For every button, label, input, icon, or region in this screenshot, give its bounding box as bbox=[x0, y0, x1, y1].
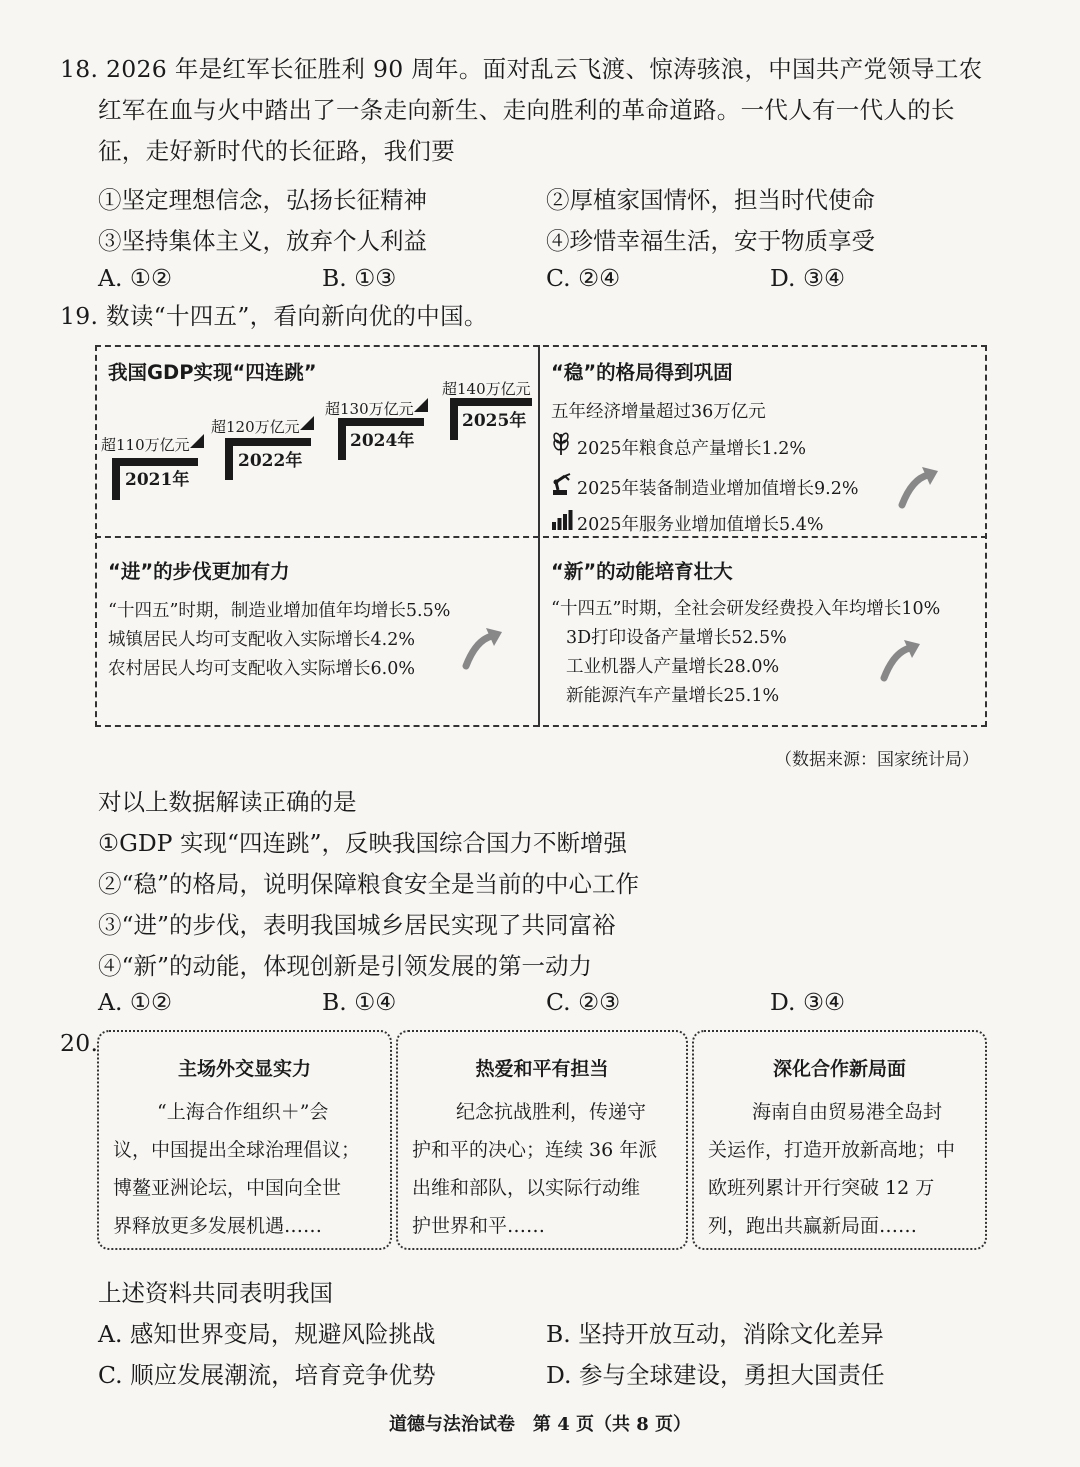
wheat-icon bbox=[551, 430, 571, 456]
q18-stem-line-2: 红军在血与火中踏出了一条走向新生、走向胜利的革命道路。一代人有一代人的长 bbox=[98, 96, 955, 124]
gdp-step-label-2021: 超110万亿元 bbox=[101, 436, 190, 454]
q19-item-3: ③“进”的步伐，表明我国城乡居民实现了共同富裕 bbox=[98, 911, 616, 939]
q18-option-d[interactable]: D. ③④ bbox=[770, 264, 846, 292]
box-diplomacy-line-1: “上海合作组织＋”会 bbox=[157, 1101, 329, 1123]
new-line-3: 工业机器人产量增长28.0% bbox=[566, 657, 780, 677]
gdp-step-label-2022: 超120万亿元 bbox=[211, 418, 300, 436]
new-line-2: 3D打印设备产量增长52.5% bbox=[566, 628, 787, 648]
stable-line-3: 2025年装备制造业增加值增长9.2% bbox=[577, 479, 859, 499]
q18-item-4: ④珍惜幸福生活，安于物质享受 bbox=[546, 227, 875, 255]
box-diplomacy-line-4: 界释放更多发展机遇…… bbox=[113, 1215, 323, 1237]
q19-option-a[interactable]: A. ①② bbox=[98, 988, 173, 1016]
q19-option-c[interactable]: C. ②③ bbox=[546, 988, 621, 1016]
q20-option-a[interactable]: A. 感知世界变局，规避风险挑战 bbox=[98, 1320, 436, 1348]
q18-stem-line-1: 18. 2026 年是红军长征胜利 90 周年。面对乱云飞渡、惊涛骇浪，中国共产党领导工农 bbox=[60, 55, 983, 83]
robot-arm-icon bbox=[551, 472, 573, 496]
panel-progress-title: “进”的步伐更加有力 bbox=[108, 560, 290, 583]
q20-number: 20. bbox=[60, 1029, 99, 1057]
stable-line-4: 2025年服务业增加值增长5.4% bbox=[577, 515, 824, 535]
box-peace-title: 热爱和平有担当 bbox=[475, 1058, 609, 1080]
q20-option-b[interactable]: B. 坚持开放互动，消除文化差异 bbox=[546, 1320, 884, 1348]
new-line-1: “十四五”时期，全社会研发经费投入年均增长10% bbox=[551, 599, 941, 619]
q19-item-4: ④“新”的动能，体现创新是引领发展的第一动力 bbox=[98, 952, 593, 980]
q18-item-3: ③坚持集体主义，放弃个人利益 bbox=[98, 227, 427, 255]
new-line-4: 新能源汽车产量增长25.1% bbox=[566, 686, 780, 706]
box-cooperation-line-2: 关运作，打造开放新高地；中 bbox=[708, 1139, 956, 1161]
trend-up-arrow-icon bbox=[880, 638, 924, 682]
q20-box-peace bbox=[396, 1030, 688, 1250]
box-cooperation-line-1: 海南自由贸易港全岛封 bbox=[752, 1101, 943, 1123]
q19-question: 对以上数据解读正确的是 bbox=[98, 788, 357, 816]
q20-box-cooperation bbox=[692, 1030, 987, 1250]
panel-stable-title: “稳”的格局得到巩固 bbox=[551, 361, 733, 384]
gdp-step-year-2022: 2022年 bbox=[238, 451, 303, 471]
q19-stem: 19. 数读“十四五”，看向新向优的中国。 bbox=[60, 302, 488, 330]
gdp-step-marker-icon bbox=[190, 434, 204, 448]
q20-box-diplomacy bbox=[97, 1030, 392, 1250]
q18-item-2: ②厚植家国情怀，担当时代使命 bbox=[546, 186, 875, 214]
box-diplomacy-line-2: 议，中国提出全球治理倡议； bbox=[113, 1139, 361, 1161]
box-peace-line-4: 护世界和平…… bbox=[412, 1215, 546, 1237]
box-diplomacy-line-3: 博鳌亚洲论坛，中国向全世 bbox=[113, 1177, 342, 1199]
trend-up-arrow-icon bbox=[462, 626, 506, 670]
gdp-step-label-2025: 超140万亿元 bbox=[442, 380, 531, 398]
gdp-step-marker-icon bbox=[414, 398, 428, 412]
q20-question: 上述资料共同表明我国 bbox=[98, 1279, 333, 1307]
box-peace-line-2: 护和平的决心；连续 36 年派 bbox=[412, 1139, 658, 1161]
box-cooperation-line-3: 欧班列累计开行突破 12 万 bbox=[708, 1177, 935, 1199]
trend-up-arrow-icon bbox=[898, 465, 942, 509]
q20-option-d[interactable]: D. 参与全球建设，勇担大国责任 bbox=[546, 1361, 885, 1389]
q18-item-1: ①坚定理想信念，弘扬长征精神 bbox=[98, 186, 427, 214]
q20-option-c[interactable]: C. 顺应发展潮流，培育竞争优势 bbox=[98, 1361, 436, 1389]
q19-item-2: ②“稳”的格局，说明保障粮食安全是当前的中心工作 bbox=[98, 870, 640, 898]
q19-option-d[interactable]: D. ③④ bbox=[770, 988, 846, 1016]
q19-item-1: ①GDP 实现“四连跳”，反映我国综合国力不断增强 bbox=[98, 829, 627, 857]
data-source-note: （数据来源：国家统计局） bbox=[775, 750, 979, 770]
box-peace-line-1: 纪念抗战胜利，传递守 bbox=[456, 1101, 647, 1123]
progress-line-1: “十四五”时期，制造业增加值年均增长5.5% bbox=[108, 601, 451, 621]
panel-gdp-title: 我国GDP实现“四连跳” bbox=[108, 361, 317, 384]
bar-chart-icon bbox=[551, 508, 573, 530]
box-cooperation-title: 深化合作新局面 bbox=[772, 1058, 906, 1080]
q18-option-a[interactable]: A. ①② bbox=[98, 264, 173, 292]
progress-line-3: 农村居民人均可支配收入实际增长6.0% bbox=[108, 659, 415, 679]
gdp-step-year-2025: 2025年 bbox=[462, 411, 527, 431]
q19-option-b[interactable]: B. ①④ bbox=[322, 988, 397, 1016]
infographic-horizontal-divider bbox=[95, 536, 987, 538]
gdp-step-year-2021: 2021年 bbox=[125, 470, 190, 490]
box-cooperation-line-4: 列，跑出共赢新局面…… bbox=[708, 1215, 918, 1237]
gdp-step-label-2024: 超130万亿元 bbox=[325, 400, 414, 418]
q18-option-c[interactable]: C. ②④ bbox=[546, 264, 621, 292]
stable-line-1: 五年经济增量超过36万亿元 bbox=[551, 402, 766, 422]
gdp-step-year-2024: 2024年 bbox=[350, 431, 415, 451]
q18-stem-line-3: 征，走好新时代的长征路，我们要 bbox=[98, 137, 455, 165]
progress-line-2: 城镇居民人均可支配收入实际增长4.2% bbox=[108, 630, 415, 650]
q18-option-b[interactable]: B. ①③ bbox=[322, 264, 397, 292]
box-diplomacy-title: 主场外交显实力 bbox=[177, 1058, 311, 1080]
stable-line-2: 2025年粮食总产量增长1.2% bbox=[577, 439, 806, 459]
page-footer: 道德与法治试卷 第 4 页（共 8 页） bbox=[388, 1414, 692, 1435]
gdp-step-marker-icon bbox=[300, 416, 314, 430]
box-peace-line-3: 出维和部队，以实际行动维 bbox=[412, 1177, 641, 1199]
panel-new-title: “新”的动能培育壮大 bbox=[551, 560, 733, 583]
